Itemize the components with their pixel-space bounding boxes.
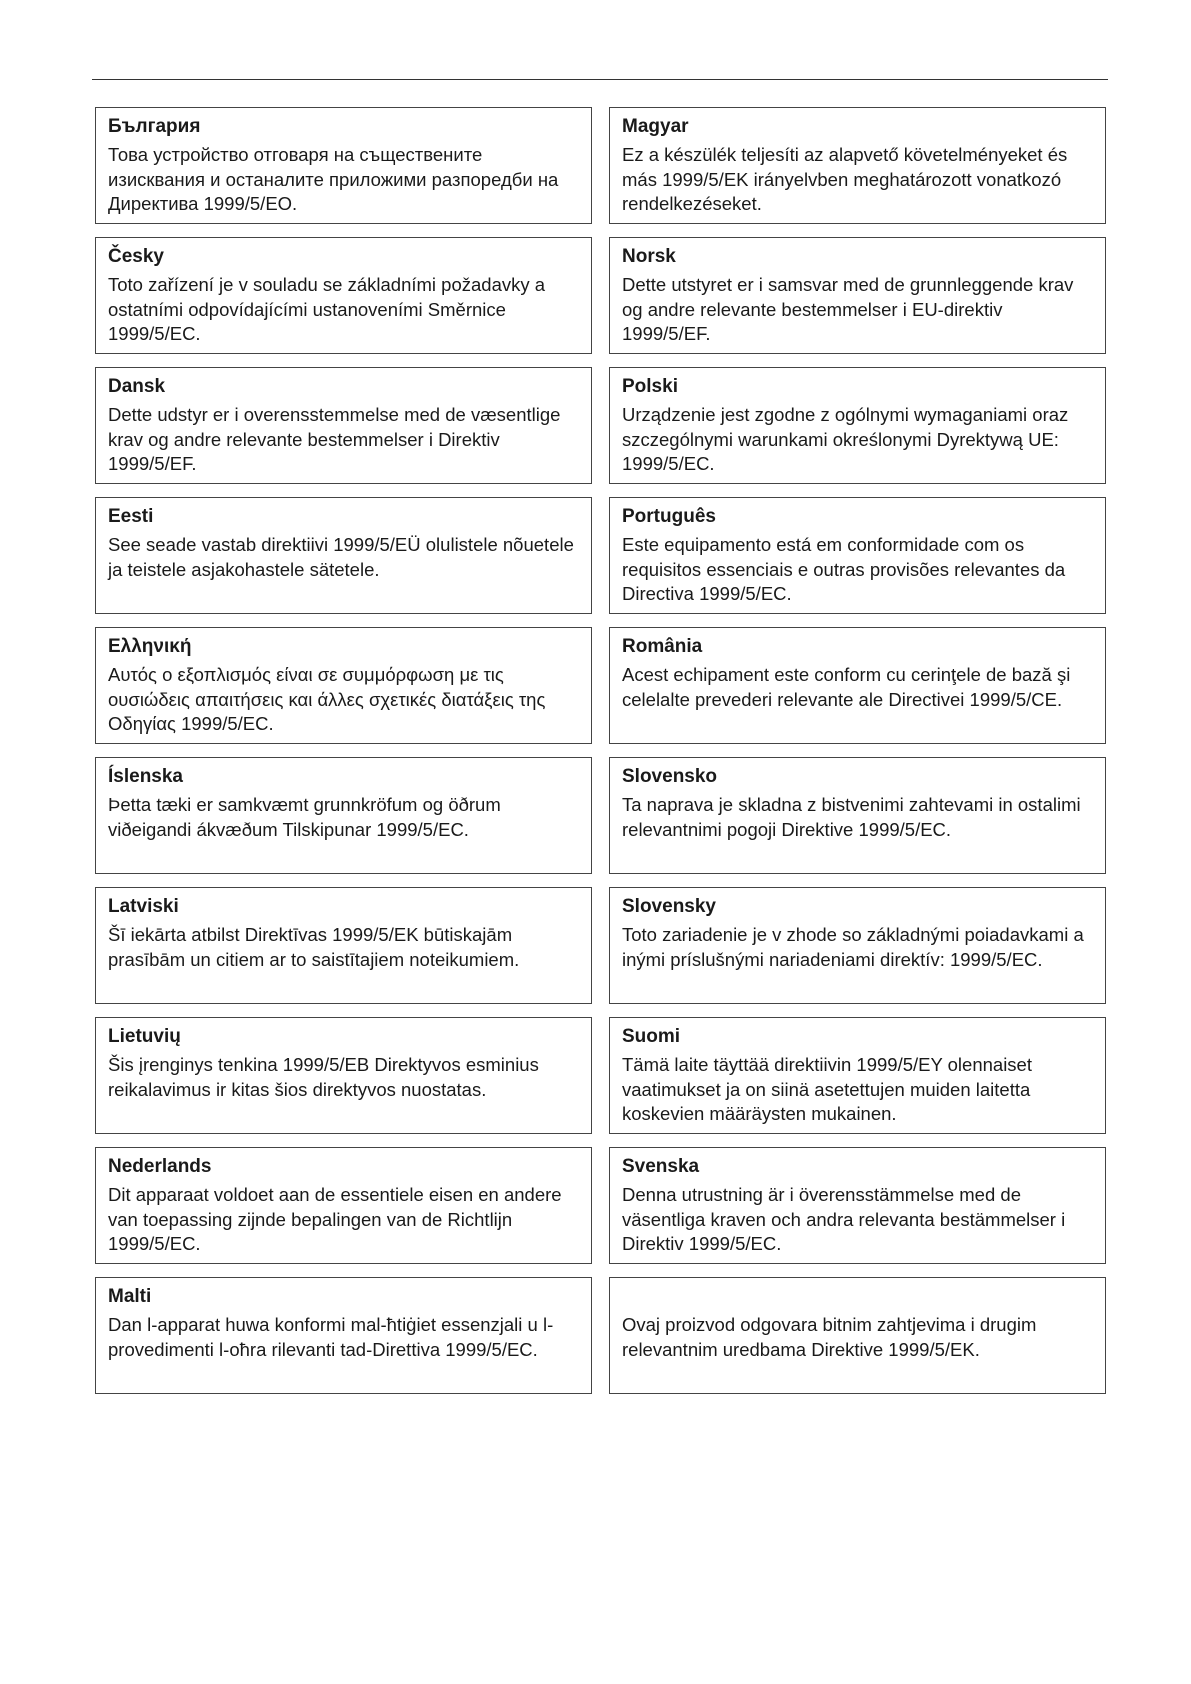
top-rule	[92, 79, 1108, 80]
declaration-text: Dette udstyr er i overensstemmelse med de væsentlige krav og andre relevante bestemmelser i Direktiv 1999/5/EF.	[108, 404, 561, 474]
language-heading: Suomi	[622, 1026, 681, 1047]
declaration-text: Šī iekārta atbilst Direktīvas 1999/5/EK būtiskajām prasībām un citiem ar to saistītajiem noteikumiem.	[108, 924, 520, 970]
declaration-box-estonian	[95, 497, 592, 614]
declaration-text: Tämä laite täyttää direktiivin 1999/5/EY olennaiset vaatimukset ja on siinä asetettujen muiden laitetta koskevien määräysten mukainen.	[622, 1054, 1032, 1124]
language-heading: Latviski	[108, 896, 179, 917]
language-heading: Nederlands	[108, 1156, 212, 1177]
language-heading: Íslenska	[108, 766, 183, 787]
declaration-box-lithuanian	[95, 1017, 592, 1134]
declaration-text: Αυτός ο εξοπλισμός είναι σε συμμόρφωση με τις ουσιώδεις απαιτήσεις και άλλες σχετικές διατάξεις της Οδηγίας 1999/5/EC.	[108, 664, 546, 734]
declaration-box-bulgarian	[95, 107, 592, 224]
language-heading: Česky	[108, 246, 164, 267]
declaration-text: Toto zariadenie je v zhode so základnými poiadavkami a inými príslušnými nariadeniami direktív: 1999/5/EC.	[622, 924, 1084, 970]
declaration-text: Toto zařízení je v souladu se základními požadavky a ostatními odpovídajícími ustanoveními Směrnice 1999/5/EC.	[108, 274, 546, 344]
language-heading: Português	[622, 506, 716, 527]
declaration-text: Ta naprava je skladna z bistvenimi zahtevami in ostalimi relevantnimi pogoji Direktive 1999/5/EC.	[622, 794, 1081, 840]
declaration-box-greek	[95, 627, 592, 744]
declaration-box-swedish	[609, 1147, 1106, 1264]
declaration-text: Denna utrustning är i överensstämmelse med de väsentliga kraven och andra relevanta bestämmelser i Direktiv 1999/5/EC.	[622, 1184, 1066, 1254]
language-heading: Malti	[108, 1286, 152, 1307]
declaration-text: Ovaj proizvod odgovara bitnim zahtjevima i drugim relevantnim uredbama Direktive 1999/5/EK.	[622, 1314, 1037, 1360]
language-heading: Eesti	[108, 506, 154, 527]
declaration-box-hungarian	[609, 107, 1106, 224]
declaration-text: Urządzenie jest zgodne z ogólnymi wymaganiami oraz szczególnymi warunkami określonymi Dyrektywą UE: 1999/5/EC.	[622, 404, 1069, 474]
language-heading: Polski	[622, 376, 678, 397]
declaration-text: Dan l-apparat huwa konformi mal-ħtiġiet essenzjali u l-provedimenti l-oħra rilevanti tad-Direttiva 1999/5/EC.	[108, 1314, 554, 1360]
declaration-box-czech	[95, 237, 592, 354]
language-heading: Dansk	[108, 376, 166, 397]
language-heading: Magyar	[622, 116, 689, 137]
declaration-box-slovak	[609, 887, 1106, 1004]
declaration-box-icelandic	[95, 757, 592, 874]
language-heading: Lietuvių	[108, 1026, 181, 1047]
declaration-box-dutch	[95, 1147, 592, 1264]
language-heading: Svenska	[622, 1156, 700, 1177]
language-heading: Norsk	[622, 246, 676, 267]
declaration-text: Dette utstyret er i samsvar med de grunnleggende krav og andre relevante bestemmelser i EU-direktiv 1999/5/EF.	[622, 274, 1074, 344]
language-heading: България	[108, 116, 201, 137]
declaration-text: Acest echipament este conform cu cerinţele de bază şi celelalte prevederi relevante ale Directivei 1999/5/CE.	[622, 664, 1071, 710]
declaration-box-romanian	[609, 627, 1106, 744]
language-heading: Ελληνική	[108, 636, 192, 657]
declaration-box-slovenian	[609, 757, 1106, 874]
declaration-box-latvian	[95, 887, 592, 1004]
declaration-text: Þetta tæki er samkvæmt grunnkröfum og öðrum viðeigandi ákvæðum Tilskipunar 1999/5/EC.	[108, 794, 501, 840]
declaration-text: Este equipamento está em conformidade com os requisitos essenciais e outras provisões relevantes da Directiva 1999/5/EC.	[622, 534, 1066, 604]
declaration-text: Това устройство отговаря на съществените изисквания и останалите приложими разпоредби на Директива 1999/5/ЕО.	[108, 144, 559, 214]
declaration-text: Šis įrenginys tenkina 1999/5/EB Direktyvos esminius reikalavimus ir kitas šios direktyvos nuostatas.	[108, 1054, 539, 1100]
declaration-box-maltese	[95, 1277, 592, 1394]
declaration-text: Dit apparaat voldoet aan de essentiele eisen en andere van toepassing zijnde bepalingen van de Richtlijn 1999/5/EC.	[108, 1184, 562, 1254]
language-heading: România	[622, 636, 703, 657]
declaration-box-danish	[95, 367, 592, 484]
declaration-text: Ez a készülék teljesíti az alapvető követelményeket és más 1999/5/EK irányelvben meghatározott vonatkozó rendelkezéseket.	[622, 144, 1068, 214]
declaration-box-polish	[609, 367, 1106, 484]
language-heading: Slovensko	[622, 766, 718, 787]
declaration-box-croatian	[609, 1277, 1106, 1394]
declaration-box-portuguese	[609, 497, 1106, 614]
declaration-box-finnish	[609, 1017, 1106, 1134]
declaration-text: See seade vastab direktiivi 1999/5/EÜ olulistele nõuetele ja teistele asjakohastele sätetele.	[108, 534, 574, 580]
declaration-box-norwegian	[609, 237, 1106, 354]
language-heading: Slovensky	[622, 896, 716, 917]
